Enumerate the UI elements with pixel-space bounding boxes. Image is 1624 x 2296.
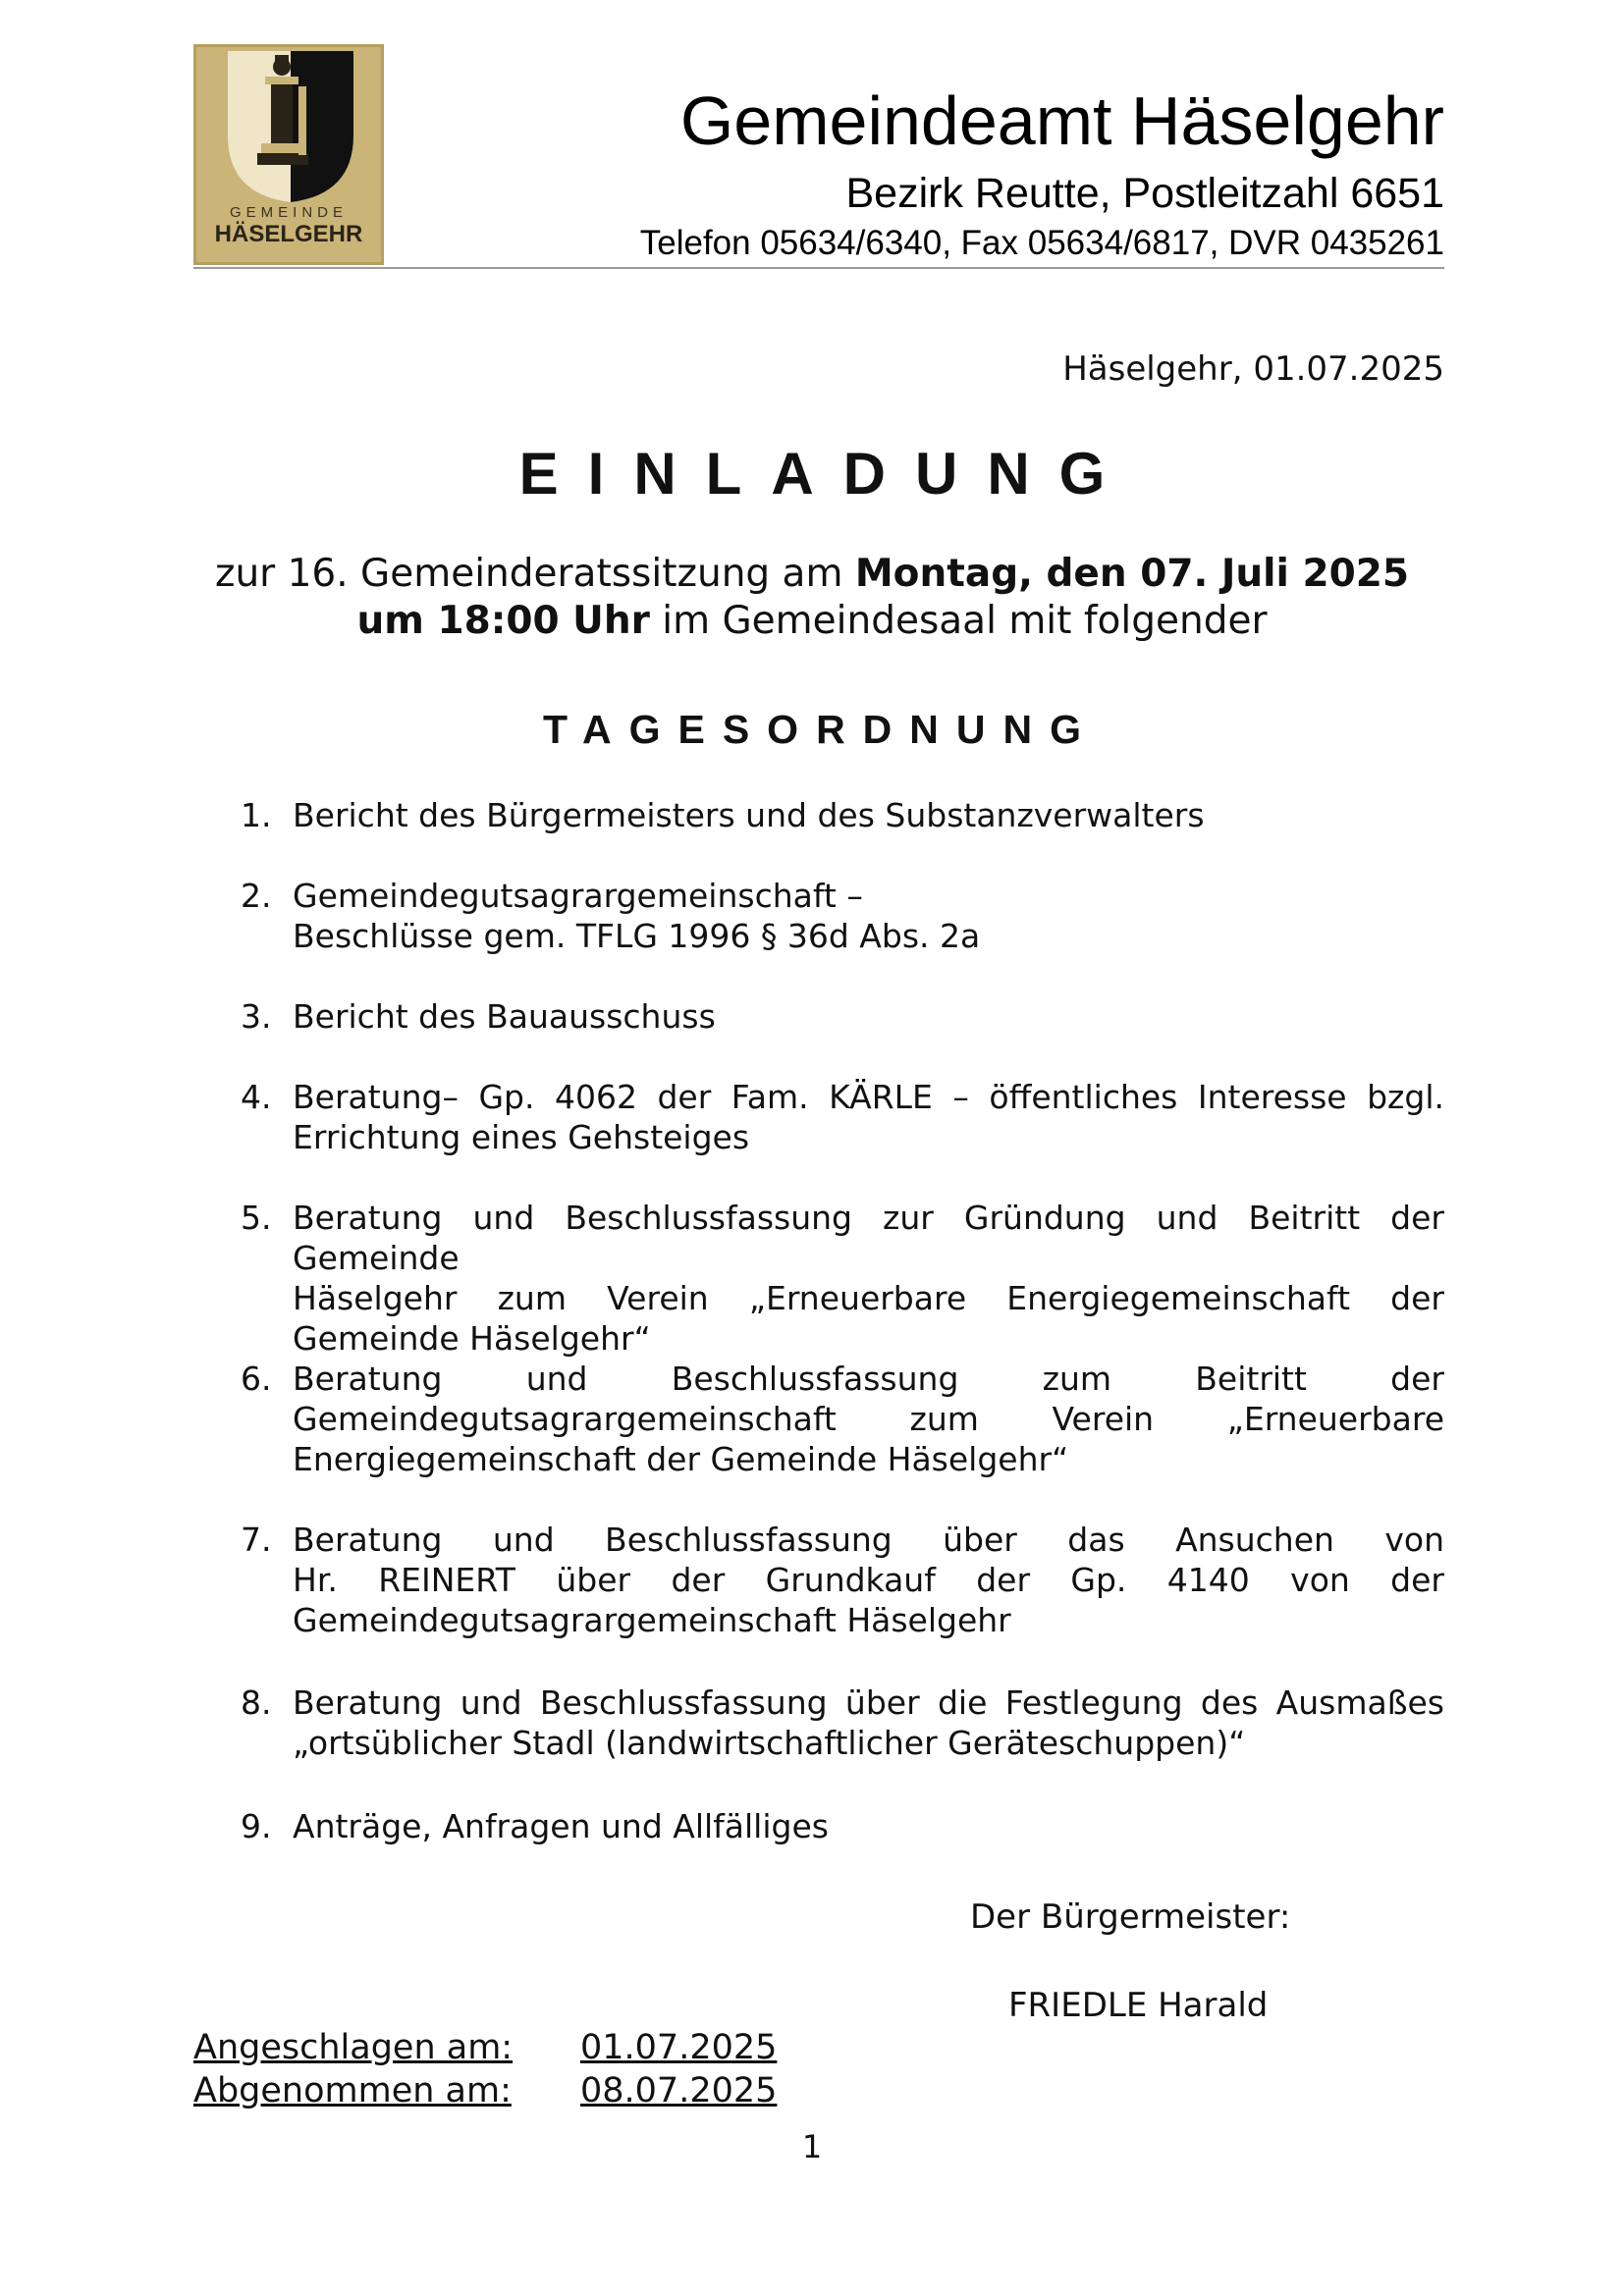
posted-date: 01.07.2025	[580, 2028, 778, 2067]
agenda-item-text	[293, 1682, 1444, 1763]
agenda-item-text	[293, 1077, 1444, 1157]
intro-date: Montag, den 07. Juli 2025	[854, 552, 1410, 596]
agenda-title: TAGESORDNUNG	[542, 707, 1100, 752]
agenda-item-line: Beratung und Beschlussfassung zur Gründung und Beitritt der Gemeinde	[293, 1199, 1444, 1277]
agenda-item-number: 8.	[241, 1683, 272, 1722]
agenda-item-line: Gemeindegutsagrargemeinschaft zum Verein „Erneuerbare	[293, 1400, 1444, 1438]
intro-text-2: im Gemeindesaal mit folgender	[649, 599, 1268, 643]
agenda-item-line: Errichtung eines Gehsteiges	[293, 1118, 750, 1156]
agenda-item-text	[293, 1520, 1444, 1640]
signature-label: Der Bürgermeister:	[970, 1897, 1291, 1937]
removed-row	[193, 2071, 777, 2110]
agenda-item-number: 2.	[241, 877, 272, 915]
document-date: Häselgehr, 01.07.2025	[1062, 349, 1444, 389]
agenda-item-number: 1.	[241, 796, 272, 834]
intro-time: um 18:00 Uhr	[356, 599, 650, 643]
letterhead-subtitle: Bezirk Reutte, Postleitzahl 6651	[845, 170, 1444, 217]
posted-row	[193, 2028, 777, 2067]
agenda-item-line: Anträge, Anfragen und Allfälliges	[293, 1807, 829, 1845]
letterhead-divider	[193, 267, 1444, 269]
agenda-item-line: Hr. REINERT über der Grundkauf der Gp. 4140 von der	[293, 1561, 1444, 1599]
agenda-item-line: Bericht des Bürgermeisters und des Substanzverwalters	[293, 796, 1205, 834]
logo-text-gemeinde: GEMEINDE	[229, 204, 348, 221]
agenda-item-text	[293, 795, 1444, 835]
agenda-item-line: Energiegemeinschaft der Gemeinde Häselgehr“	[293, 1440, 1069, 1478]
agenda-item-line: Gemeinde Häselgehr“	[293, 1319, 651, 1358]
page-number: 1	[801, 2128, 823, 2165]
agenda-item-line: Gemeindegutsagrargemeinschaft Häselgehr	[293, 1601, 1011, 1639]
agenda-item-line: „ortsüblicher Stadl (landwirtschaftlicher Geräteschuppen)“	[293, 1724, 1246, 1762]
municipality-logo	[193, 44, 384, 265]
agenda-item-line: Beratung und Beschlussfassung über das Ansuchen von	[293, 1521, 1444, 1559]
document-title: EINLADUNG	[518, 441, 1135, 507]
agenda-item-number: 4.	[241, 1078, 272, 1116]
logo-text-haeselgehr: HÄSELGEHR	[214, 221, 363, 247]
agenda-item-text	[293, 876, 1444, 956]
agenda-item-text	[293, 1198, 1444, 1359]
agenda-item-number: 6.	[241, 1360, 272, 1398]
agenda-item-line: Beratung und Beschlussfassung über die Festlegung des Ausmaßes	[293, 1683, 1444, 1722]
letterhead-contact: Telefon 05634/6340, Fax 05634/6817, DVR 0435261	[639, 224, 1444, 262]
letterhead-title: Gemeindeamt Häselgehr	[679, 82, 1444, 159]
signature-name: FRIEDLE Harald	[1008, 1986, 1269, 2025]
agenda-item-line: Beratung– Gp. 4062 der Fam. KÄRLE – öffentliches Interesse bzgl.	[293, 1078, 1444, 1116]
agenda-item-line: Beschlüsse gem. TFLG 1996 § 36d Abs. 2a	[293, 917, 981, 955]
removed-date: 08.07.2025	[580, 2071, 778, 2110]
removed-label: Abgenommen am:	[193, 2071, 512, 2110]
agenda-item-text	[293, 1359, 1444, 1479]
intro-text-1: zur 16. Gemeinderatssitzung am	[214, 552, 855, 596]
intro-line-1	[0, 552, 1624, 596]
agenda-item-number: 3.	[241, 997, 272, 1036]
agenda-item-number: 5.	[241, 1199, 272, 1237]
agenda-item-number: 7.	[241, 1521, 272, 1559]
agenda-item-line: Beratung und Beschlussfassung zum Beitritt der	[293, 1360, 1444, 1398]
agenda-item-line: Gemeindegutsagrargemeinschaft –	[293, 877, 863, 915]
agenda-item-text	[293, 996, 1444, 1037]
posted-label: Angeschlagen am:	[193, 2028, 514, 2067]
agenda-item-line: Häselgehr zum Verein „Erneuerbare Energiegemeinschaft der	[293, 1279, 1444, 1317]
agenda-item-number: 9.	[241, 1807, 272, 1845]
agenda-item-line: Bericht des Bauausschuss	[293, 997, 716, 1036]
intro-line-2	[0, 599, 1624, 643]
agenda-item-text	[293, 1806, 1444, 1846]
